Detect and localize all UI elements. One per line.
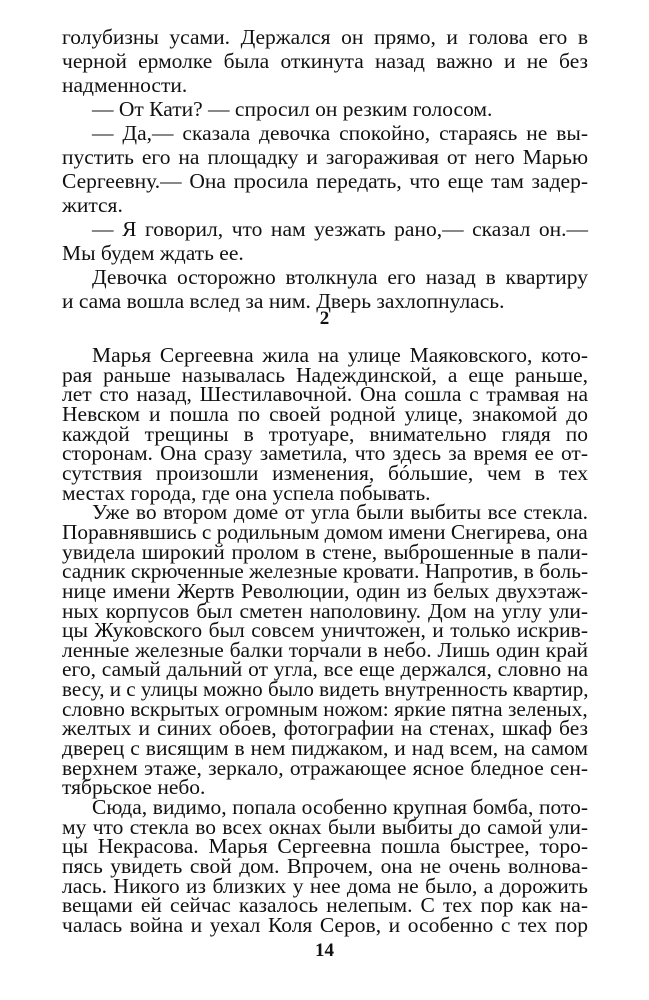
page-number: 14 <box>315 940 334 961</box>
text-line: Марья Сергеевна жила на улице Маяковского, кото- <box>92 343 588 367</box>
text-line: Девочка осторожно втолкнула его назад в квартиру <box>92 265 588 289</box>
text-line: местах города, где она успела побывать. <box>62 481 431 505</box>
text-line: весу, и с улицы можно было видеть внутренность квартир, <box>62 677 589 701</box>
text-line: вещами ей сейчас казалось нелепым. С тех пор как на- <box>62 893 588 917</box>
text-line: му что стекла во всех окнах были выбиты до самой ули- <box>62 815 588 839</box>
text-line: рая раньше называлась Надеждинской, а еще раньше, <box>62 363 588 387</box>
text-line: и сама вошла вслед за ним. Дверь захлопнулась. <box>62 289 505 313</box>
text-line: Сюда, видимо, попала особенно крупная бомба, пото- <box>92 795 588 819</box>
chapter-number: 2 <box>319 308 330 329</box>
text-line: сутствия произошли изменения, бóльшие, чем в тех <box>62 461 588 485</box>
text-line: надменности. <box>62 73 188 97</box>
text-line: ных корпусов был сметен наполовину. Дом на углу ули- <box>62 599 588 623</box>
text-line: голубизны усами. Держался он прямо, и голова его в <box>62 25 588 49</box>
text-line: — Да,— сказала девочка спокойно, стараясь не вы- <box>92 121 588 145</box>
text-line: Невском и пошла по своей родной улице, знакомой до <box>62 402 588 426</box>
text-line: жится. <box>62 193 123 217</box>
text-line: увидела широкий пролом в стене, выброшенные в пали- <box>62 540 588 564</box>
text-line: каждой трещины в тротуаре, внимательно глядя по <box>62 422 588 446</box>
text-line: дверец с висящим в нем пиджаком, и над всем, на самом <box>62 736 588 760</box>
text-line: лет сто назад, Шестилавочной. Она сошла с трамвая на <box>62 382 588 406</box>
text-line: — От Кати? — спросил он резким голосом. <box>92 97 493 121</box>
text-line: садник скрюченные железные кровати. Напротив, в боль- <box>62 559 589 583</box>
text-line: сторонам. Она сразу заметила, что здесь за время ее от- <box>62 441 588 465</box>
text-line: цы Некрасова. Марья Сергеевна пошла быстрее, торо- <box>62 834 588 858</box>
text-line: тябрьское небо. <box>62 775 206 799</box>
text-line: Поравнявшись с родильным домом имени Снегирева, она <box>62 520 588 544</box>
text-line: лась. Никого из близких у нее дома не было, а дорожить <box>62 874 588 898</box>
text-line: Уже во втором доме от угла были выбиты все стекла. <box>92 500 588 524</box>
text-line: его, самый дальний от угла, все еще держался, словно на <box>62 657 588 681</box>
text-line: верхнем этаже, зеркало, отражающее ясное бледное сен- <box>62 756 588 780</box>
text-line: пустить его на площадку и загораживая от него Марью <box>62 145 588 169</box>
text-line: Сергеевну.— Она просила передать, что еще там задер- <box>62 169 588 193</box>
text-line: черной ермолке была откинута назад важно и не без <box>62 49 588 73</box>
text-line: чалась война и уехал Коля Серов, и особенно с тех пор <box>62 913 588 937</box>
text-line: — Я говорил, что нам уезжать рано,— сказал он.— <box>92 217 588 241</box>
text-line: нице имени Жертв Революции, один из белых двухэтаж- <box>62 579 588 603</box>
text-line: Мы будем ждать ее. <box>62 241 244 265</box>
text-line: желтых и синих обоев, фотографии на стенах, шкаф без <box>62 716 588 740</box>
text-line: пясь увидеть свой дом. Впрочем, она не очень волнова- <box>62 854 588 878</box>
text-line: ленные железные балки торчали в небо. Лишь один край <box>62 638 588 662</box>
text-line: словно вскрытых огромным ножом: яркие пятна зеленых, <box>62 697 588 721</box>
text-line: цы Жуковского был совсем уничтожен, и только искрив- <box>62 618 588 642</box>
